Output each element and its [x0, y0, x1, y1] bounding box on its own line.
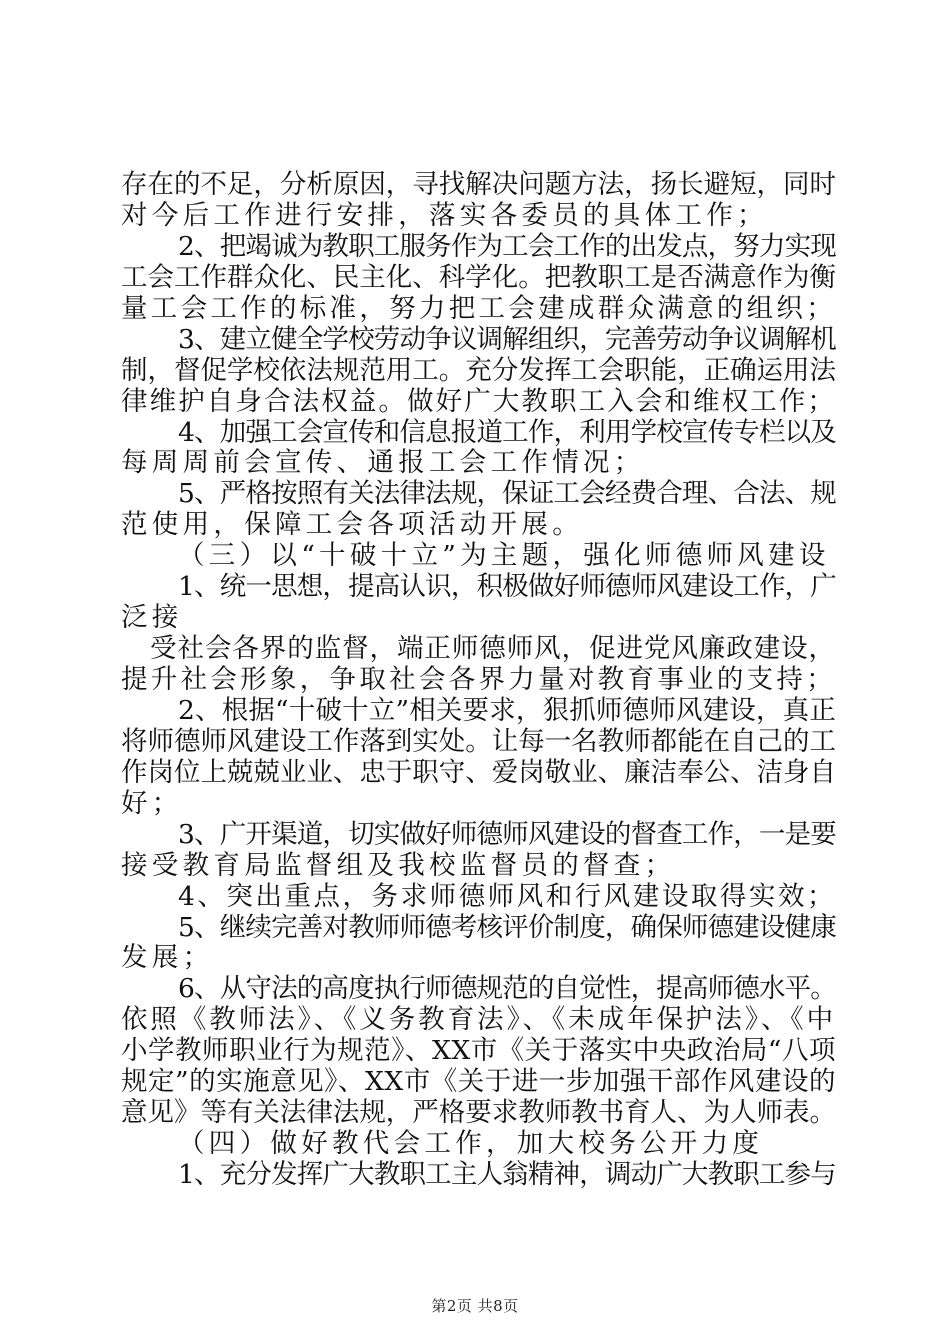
text-line: 3、广开渠道，切实做好师德师风建设的督查工作，一是要	[178, 818, 836, 850]
text-line: 规定”的实施意见》、XX市《关于进一步加强干部作风建设的	[121, 1066, 836, 1098]
text-line: 作岗位上兢兢业业、忠于职守、爱岗敬业、廉洁奉公、洁身自	[121, 756, 836, 788]
text-line: 小学教师职业行为规范》、XX市《关于落实中央政治局“八项	[121, 1035, 836, 1067]
text-line: 意见》等有关法律法规，严格要求教师教书育人、为人师表。	[121, 1097, 836, 1129]
text-line: 量工会工作的标准，努力把工会建成群众满意的组织；	[121, 292, 836, 324]
text-line: 1、统一思想，提高认识，积极做好师德师风建设工作，广	[178, 571, 836, 603]
text-line: 5、严格按照有关法律法规，保证工会经费合理、合法、规	[178, 478, 836, 510]
text-line: 范使用，保障工会各项活动开展。	[121, 509, 583, 541]
text-line: 3、建立健全学校劳动争议调解组织，完善劳动争议调解机	[178, 323, 836, 355]
text-line: 存在的不足，分析原因，寻找解决问题方法，扬长避短，同时	[121, 169, 836, 200]
text-line: 对今后工作进行安排，落实各委员的具体工作；	[121, 199, 768, 231]
text-line: 1、充分发挥广大教职工主人翁精神，调动广大教职工参与	[178, 1159, 836, 1190]
text-line: 2、根据“十破十立”相关要求，狠抓师德师风建设，真正	[178, 694, 836, 726]
section-heading: （三）以“十破十立”为主题，强化师德师风建设	[178, 540, 830, 572]
text-line: 6、从守法的高度执行师德规范的自觉性，提高师德水平。	[178, 973, 836, 1005]
text-line: 依照《教师法》、《义务教育法》、《未成年保护法》、《中	[121, 1004, 836, 1036]
text-line: 制，督促学校依法规范用工。充分发挥工会职能，正确运用法	[121, 354, 836, 386]
text-line: 4、加强工会宣传和信息报道工作，利用学校宣传专栏以及	[178, 416, 836, 448]
text-line: 律维护自身合法权益。做好广大教职工入会和维权工作；	[121, 385, 836, 417]
page-number-footer: 第2页 共8页	[431, 1297, 519, 1315]
text-line: 将师德师风建设工作落到实处。让每一名教师都能在自己的工	[121, 725, 836, 757]
text-line: 泛接	[121, 602, 183, 634]
text-line: 好；	[121, 787, 183, 819]
text-line: 4、突出重点，务求师德师风和行风建设取得实效；	[178, 880, 836, 912]
text-line: 2、把竭诚为教职工服务作为工会工作的出发点，努力实现	[178, 230, 836, 262]
section-heading: （四）做好教代会工作，加大校务公开力度	[178, 1128, 764, 1160]
text-line: 发展；	[121, 942, 214, 974]
text-line: 受社会各界的监督，端正师德师风，促进党风廉政建设，	[150, 633, 836, 665]
text-line: 5、继续完善对教师师德考核评价制度，确保师德建设健康	[178, 911, 836, 943]
text-line: 工会工作群众化、民主化、科学化。把教职工是否满意作为衡	[121, 261, 836, 293]
text-line: 每周周前会宣传、通报工会工作情况；	[121, 447, 645, 479]
text-line: 提升社会形象，争取社会各界力量对教育事业的支持；	[121, 664, 836, 695]
text-line: 接受教育局监督组及我校监督员的督查；	[121, 849, 676, 881]
